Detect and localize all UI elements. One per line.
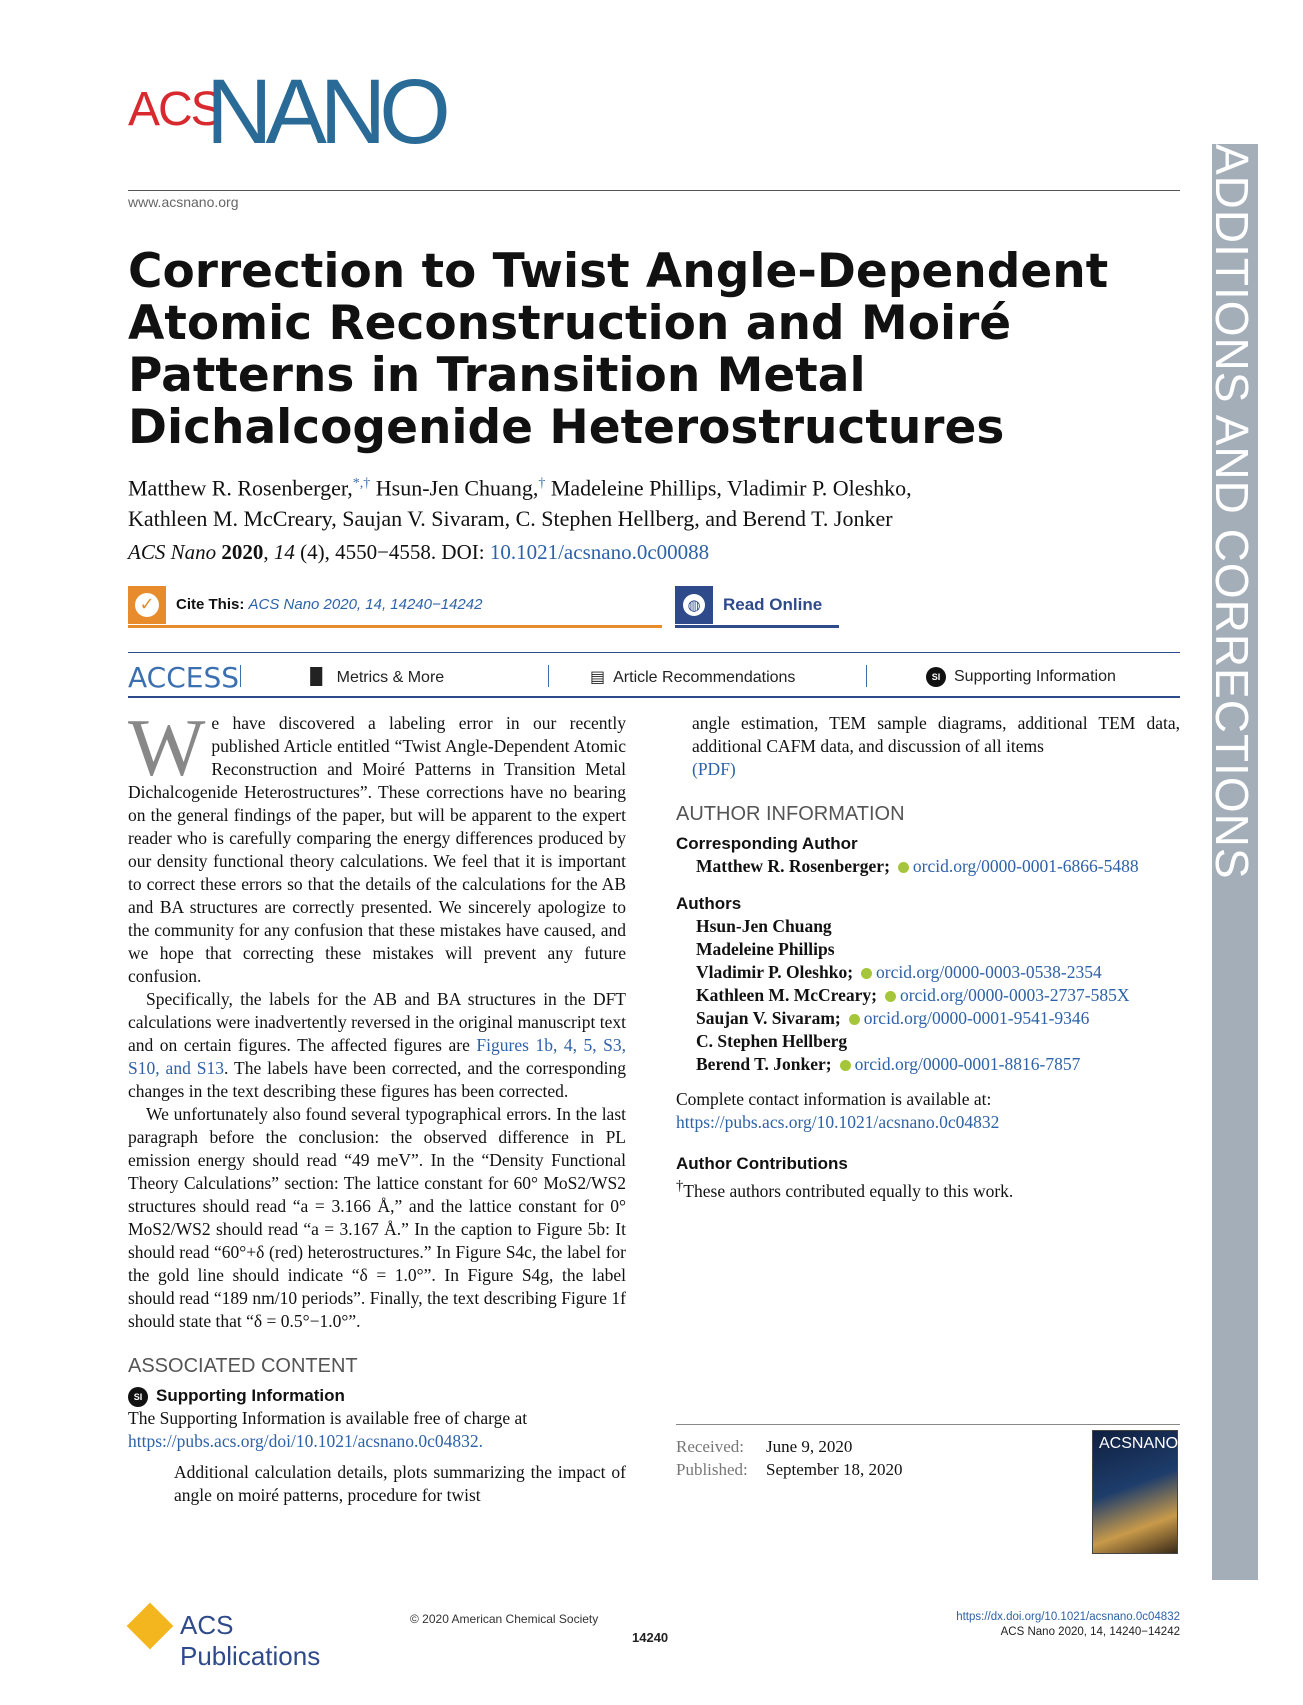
publisher-name: ACS Publications bbox=[180, 1610, 321, 1671]
logo-acs: ACS bbox=[128, 83, 221, 136]
article-title: Correction to Twist Angle-Dependent Atomic Reconstruction and Moiré Patterns in Transition Metal Dichalcogenide Heterostructures bbox=[128, 244, 1109, 455]
footer-reference bbox=[956, 1610, 1180, 1640]
author-info-heading: AUTHOR INFORMATION bbox=[676, 803, 905, 825]
figure-links[interactable]: Figures 1b, 4, 5, S3, S10, and S13 bbox=[128, 1035, 627, 1078]
orcid-link[interactable]: orcid.org/0000-0001-9541-9346 bbox=[863, 1008, 1090, 1028]
orcid-link[interactable]: orcid.org/0000-0001-8816-7857 bbox=[854, 1054, 1081, 1074]
metrics-label: Metrics & More bbox=[336, 669, 445, 686]
received-value: June 9, 2020 bbox=[766, 1437, 853, 1456]
author-list-item bbox=[696, 984, 1180, 1007]
header-rule bbox=[128, 190, 1180, 191]
supporting-label: Supporting Information bbox=[954, 668, 1116, 686]
cite-this-box[interactable] bbox=[128, 586, 662, 628]
author-list-item bbox=[696, 938, 1180, 961]
metrics-tab[interactable] bbox=[304, 667, 444, 687]
received-label: Received: bbox=[676, 1437, 744, 1456]
published-value: September 18, 2020 bbox=[766, 1460, 903, 1479]
globe-icon: ◍ bbox=[675, 586, 713, 624]
access-label: ACCESS bbox=[128, 661, 240, 694]
cite-this-label: Cite This: bbox=[176, 596, 245, 613]
separator bbox=[548, 665, 549, 687]
check-icon: ✓ bbox=[128, 586, 166, 624]
citation-doi-link[interactable]: 10.1021/acsnano.0c00088 bbox=[489, 540, 710, 564]
si-icon: SI bbox=[128, 1387, 148, 1407]
author-contributions: †These authors contributed equally to this work. bbox=[676, 1178, 1014, 1201]
cite-this-text bbox=[176, 596, 482, 613]
paragraph-2-text-b: . The labels have been corrected, and the corresponding changes in the text describing these figures has been corrected. bbox=[128, 1058, 627, 1101]
left-column bbox=[128, 702, 627, 1507]
orcid-link[interactable]: orcid.org/0000-0003-0538-2354 bbox=[876, 962, 1102, 982]
journal-logo bbox=[128, 61, 468, 163]
contact-info bbox=[676, 1088, 1180, 1134]
drop-cap: W bbox=[128, 702, 206, 793]
access-bar bbox=[128, 652, 1180, 698]
orcid-icon bbox=[898, 862, 909, 873]
author-name: Saujan V. Sivaram; bbox=[696, 1008, 841, 1028]
journal-cover-image bbox=[1092, 1430, 1178, 1554]
author-mark-a: *,† bbox=[352, 476, 371, 491]
author-name: Berend T. Jonker; bbox=[696, 1054, 832, 1074]
contact-text: Complete contact information is available at: bbox=[676, 1089, 992, 1109]
author-contributions-heading: Author Contributions bbox=[676, 1154, 848, 1173]
corresponding-author-heading: Corresponding Author bbox=[676, 834, 858, 853]
citation-volume: 14 bbox=[273, 540, 295, 564]
corresponding-author bbox=[696, 855, 1180, 878]
supporting-info-heading-text: Supporting Information bbox=[156, 1386, 345, 1405]
contributions-text: These authors contributed equally to this work. bbox=[683, 1180, 1014, 1201]
author-name: C. Stephen Hellberg bbox=[696, 1031, 848, 1051]
orcid-icon bbox=[885, 991, 896, 1002]
bar-chart-icon: ▐▌ bbox=[304, 667, 329, 686]
separator bbox=[240, 665, 241, 687]
author-name: Madeleine Phillips bbox=[696, 939, 835, 959]
corresponding-name: Matthew R. Rosenberger; bbox=[696, 856, 890, 876]
paragraph-2-text-a: Specifically, the labels for the AB and BA structures in the DFT calculations were inadvertently reversed in the original manuscript text and on certain figures. The affected figures are bbox=[128, 989, 626, 1055]
author-list-item bbox=[696, 1030, 1180, 1053]
author-chuang: Hsun-Jen Chuang, bbox=[370, 475, 539, 501]
citation-year: 2020 bbox=[221, 540, 264, 564]
published-label: Published: bbox=[676, 1460, 748, 1479]
associated-content-heading: ASSOCIATED CONTENT bbox=[128, 1355, 358, 1377]
supporting-info-tab[interactable] bbox=[926, 667, 1116, 687]
authors-list bbox=[676, 915, 1180, 1076]
citation-journal: ACS Nano bbox=[128, 540, 217, 564]
copyright: © 2020 American Chemical Society bbox=[410, 1612, 599, 1626]
orcid-link[interactable]: orcid.org/0000-0003-2737-585X bbox=[899, 985, 1130, 1005]
author-mark-b: † bbox=[538, 476, 546, 491]
pdf-link[interactable]: (PDF) bbox=[692, 759, 736, 779]
acs-hexagon-icon bbox=[127, 1603, 174, 1650]
contact-link[interactable]: https://pubs.acs.org/10.1021/acsnano.0c04832 bbox=[676, 1112, 1000, 1132]
paragraph-2 bbox=[128, 988, 626, 1103]
authors-rest-line1: Madeleine Phillips, Vladimir P. Oleshko, bbox=[545, 475, 912, 501]
author-name: Hsun-Jen Chuang bbox=[696, 916, 832, 936]
authors-line2: Kathleen M. McCreary, Saujan V. Sivaram, C. Stephen Hellberg, and Berend T. Jonker bbox=[128, 506, 893, 532]
author-list-item bbox=[696, 915, 1180, 938]
author-list-item bbox=[696, 961, 1180, 984]
si-icon: SI bbox=[926, 667, 946, 687]
recommendations-label: Article Recommendations bbox=[613, 669, 796, 686]
side-banner-text: ADDITIONS AND CORRECTIONS bbox=[1206, 144, 1258, 880]
page-number: 14240 bbox=[632, 1630, 669, 1645]
citation-rest: (4), 4550−4558. DOI: bbox=[294, 540, 490, 564]
logo-nano: NANO bbox=[206, 61, 444, 163]
author-rosenberger: Matthew R. Rosenberger, bbox=[128, 475, 353, 501]
author-list-item bbox=[696, 1053, 1180, 1076]
cite-this-value: ACS Nano 2020, 14, 14240−14242 bbox=[248, 596, 483, 613]
original-citation: ACS Nano 2020, 14 (4), 4550−4558. DOI: 10.1021/acsnano.0c00088 bbox=[128, 540, 710, 564]
footer-doi-link[interactable]: https://dx.doi.org/10.1021/acsnano.0c04832 bbox=[956, 1611, 1180, 1623]
read-online-box[interactable] bbox=[675, 586, 839, 628]
read-online-label: Read Online bbox=[723, 595, 823, 614]
footer-journal-ref: ACS Nano 2020, 14, 14240−14242 bbox=[1000, 1626, 1180, 1638]
acs-publications-logo bbox=[128, 1602, 378, 1671]
orcid-icon bbox=[840, 1060, 851, 1071]
site-url[interactable]: www.acsnano.org bbox=[128, 194, 239, 210]
orcid-icon bbox=[861, 968, 872, 979]
orcid-icon bbox=[849, 1014, 860, 1025]
authors-heading: Authors bbox=[676, 894, 742, 913]
separator bbox=[866, 665, 867, 687]
author-list-item bbox=[696, 1007, 1180, 1030]
article-icon: ▤ bbox=[590, 667, 606, 686]
author-name: Vladimir P. Oleshko; bbox=[696, 962, 854, 982]
si-text: The Supporting Information is available free of charge at bbox=[128, 1408, 528, 1428]
orcid-link[interactable]: orcid.org/0000-0001-6866-5488 bbox=[912, 856, 1139, 876]
si-description-cont-text: angle estimation, TEM sample diagrams, additional TEM data, additional CAFM data, and discussion of all items bbox=[692, 713, 1180, 756]
paragraph-1 bbox=[128, 702, 626, 988]
paragraph-3: We unfortunately also found several typographical errors. In the last paragraph before the conclusion: the observed difference in PL emission energy should read “49 meV”. In the “Density Functional Theory Calculations” section: The lattice constant for 60° MoS2/WS2 structures should read “a = 3.166 Å,” and the lattice constant for 0° MoS2/WS2 should read “a = 3.167 Å.” In the caption to Figure 5b: It should read “60°+δ (red) heterostructures.” In Figure S4c, the label for the gold line should indicate “δ = 1.0°”. In Figure S4g, the label should read “189 nm/10 periods”. Finally, the text describing Figure 1f should state that “δ = 0.5°−1.0°”. bbox=[128, 1104, 626, 1331]
si-availability bbox=[128, 1407, 626, 1453]
cover-logo: ACSNANO bbox=[1099, 1435, 1179, 1452]
paragraph-1-text: e have discovered a labeling error in our recently published Article entitled “Twist Angle-Dependent Atomic Reconstruction and Moiré Patterns in Transition Metal Dichalcogenide Heterostructures”. These corrections have no bearing on the general findings of the paper, but will be apparent to the expert reader who is carefully comparing the energy differences produced by our density functional theory calculations. We feel that it is important to correct these errors so that the details of the calculations for the AB and BA structures are correctly presented. We sincerely apologize to the community for any confusion that these mistakes have caused, and we hope that correcting these mistakes will prevent any future confusion. bbox=[128, 713, 626, 986]
right-column bbox=[676, 712, 1180, 1203]
author-list bbox=[128, 468, 1128, 534]
supporting-info-heading bbox=[128, 1384, 626, 1407]
author-name: Kathleen M. McCreary; bbox=[696, 985, 877, 1005]
si-link[interactable]: https://pubs.acs.org/doi/10.1021/acsnano.0c04832. bbox=[128, 1431, 483, 1451]
si-description-cont bbox=[692, 712, 1180, 781]
si-description: Additional calculation details, plots summarizing the impact of angle on moiré patterns, procedure for twist bbox=[174, 1462, 626, 1505]
recommendations-tab[interactable] bbox=[590, 667, 795, 687]
